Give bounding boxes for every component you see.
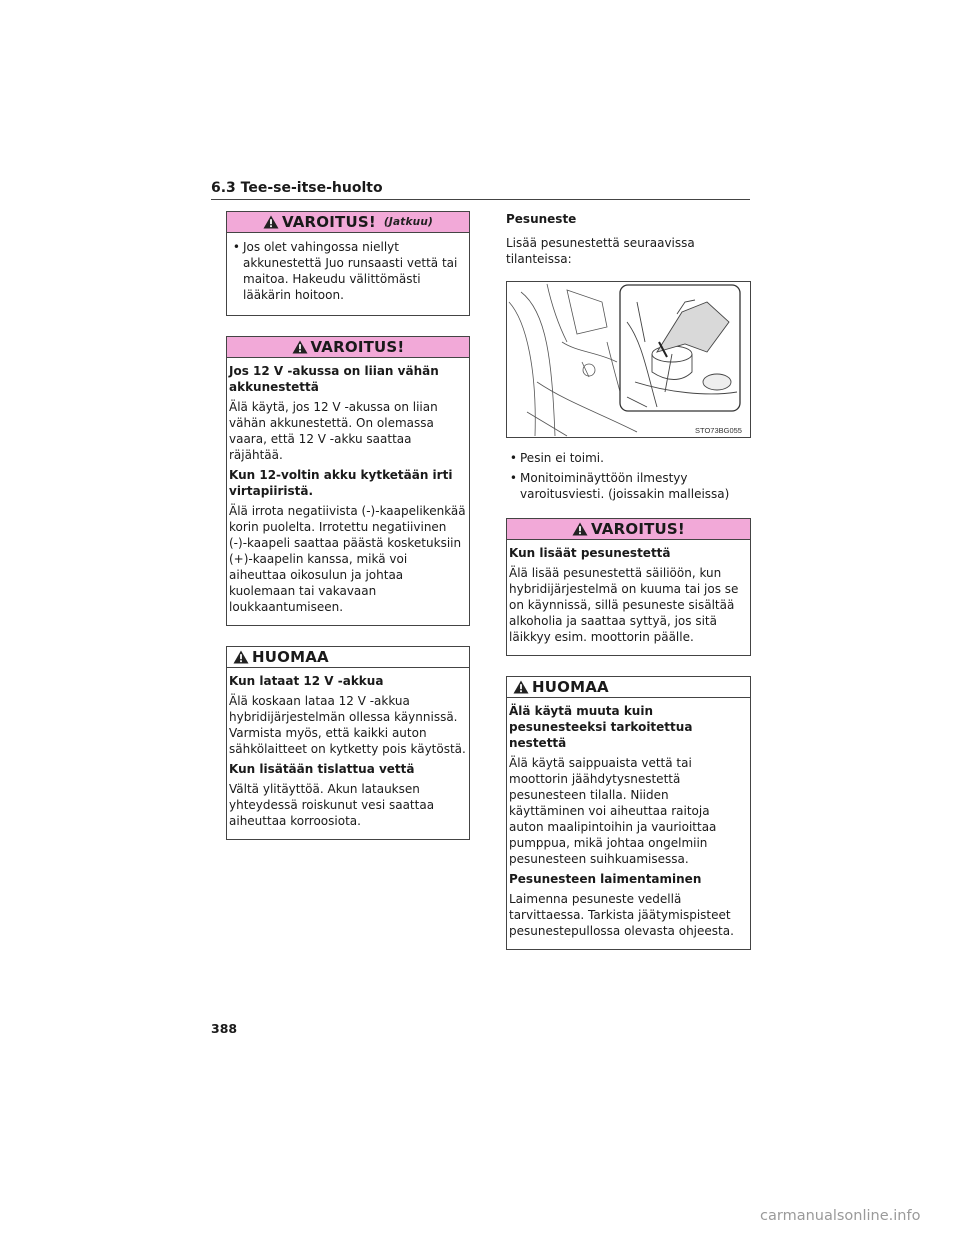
paragraph: Vältä ylitäyttöä. Akun latauksen yhteydessä roiskunut vesi saattaa aiheuttaa korroosiota. — [229, 782, 435, 828]
page-number: 388 — [211, 1021, 238, 1036]
notice-box — [506, 676, 751, 950]
list-item-text: Jos olet vahingossa niellyt akkunestettä Juo runsaasti vettä tai maitoa. Hakeudu välittömästi lääkärin hoitoon. — [243, 240, 458, 302]
warning-header — [227, 212, 469, 233]
warning-box — [226, 336, 470, 626]
notice-triangle-icon — [513, 680, 529, 694]
warning-triangle-icon — [292, 340, 308, 354]
paragraph: Laimenna pesuneste vedellä tarvittaessa. Tarkista jäätymispisteet pesunestepullossa olevasta ohjeesta. — [509, 892, 734, 938]
figure-code: STO73BG055 — [695, 426, 742, 435]
subheading: Kun 12-voltin akku kytketään irti virtapiiristä. — [229, 468, 453, 498]
section-title: 6.3 Tee-se-itse-huolto — [211, 180, 750, 200]
list-item — [229, 239, 466, 303]
paragraph: Älä käytä, jos 12 V -akussa on liian vähän akkunestettä. On olemassa vaara, että 12 V -akku saattaa räjähtää. — [229, 400, 438, 462]
warning-title: VAROITUS! — [281, 213, 376, 231]
paragraph: Älä koskaan lataa 12 V -akkua hybridijärjestelmän ollessa käynnissä. Varmista myös, että kaikki auton sähkölaitteet on kytketty pois käytöstä. — [229, 694, 466, 756]
subheading: Jos 12 V -akussa on liian vähän akkunestettä — [229, 364, 439, 394]
subheading: Kun lisätään tislattua vettä — [229, 762, 415, 776]
right-column — [506, 211, 751, 970]
section-heading: Pesuneste — [506, 212, 577, 226]
paragraph: Älä lisää pesunestettä säiliöön, kun hybridijärjestelmä on kuuma tai jos se on käynnissä, sillä pesuneste sisältää alkoholia ja saattaa syttyä, jos sitä läikkyy esim. moottorin päälle. — [509, 566, 739, 644]
watermark: carmanualsonline.info — [760, 1208, 921, 1224]
warning-triangle-icon — [572, 522, 588, 536]
washer-fluid-illustration — [506, 281, 751, 438]
subheading: Älä käytä muuta kuin pesunesteeksi tarkoitettua nestettä — [509, 704, 693, 750]
warning-header — [507, 519, 750, 540]
bullet-dot: • — [229, 240, 240, 254]
paragraph: Älä käytä saippuaista vettä tai moottorin jäähdytysnestettä pesunesteen tilalla. Niiden käyttäminen voi aiheuttaa raitoja auton maalipintoihin ja vaurioittaa pumppua, mikä johtaa ongelmiin pesunesteen suihkuamisessa. — [509, 756, 717, 866]
list-item-text: Monitoiminäyttöön ilmestyy varoitusviesti. (joissakin malleissa) — [520, 471, 730, 501]
warning-continued-box — [226, 211, 470, 316]
notice-header — [507, 677, 750, 698]
warning-title: VAROITUS! — [591, 520, 685, 538]
left-column — [226, 211, 470, 860]
notice-header — [227, 647, 469, 668]
warning-box — [506, 518, 751, 656]
notice-title: HUOMAA — [532, 678, 609, 696]
bullet-dot: • — [506, 451, 517, 465]
continued-label: (Jatkuu) — [383, 216, 434, 228]
list-item — [506, 470, 751, 502]
list-item — [506, 450, 751, 466]
subheading: Kun lataat 12 V -akkua — [229, 674, 384, 688]
notice-title: HUOMAA — [252, 648, 329, 666]
intro-text: Lisää pesunestettä seuraavissa tilanteissa: — [506, 236, 695, 266]
paragraph: Älä irrota negatiivista (-)-kaapelikenkää korin puolelta. Irrotettu negatiivinen (-)-kaapeli saattaa päästä kosketuksiin (+)-kaapelin kanssa, mikä voi aiheuttaa oikosulun ja johtaa kuolemaan tai vakavaan loukkaantumiseen. — [229, 504, 466, 614]
notice-triangle-icon — [233, 650, 249, 664]
bullet-dot: • — [506, 471, 517, 485]
warning-title: VAROITUS! — [310, 338, 405, 356]
warning-header — [227, 337, 469, 358]
subheading: Kun lisäät pesunestettä — [509, 546, 671, 560]
engine-bay-drawing — [507, 282, 750, 437]
notice-box — [226, 646, 470, 840]
subheading: Pesunesteen laimentaminen — [509, 872, 702, 886]
list-item-text: Pesin ei toimi. — [520, 451, 604, 465]
warning-triangle-icon — [263, 215, 279, 229]
